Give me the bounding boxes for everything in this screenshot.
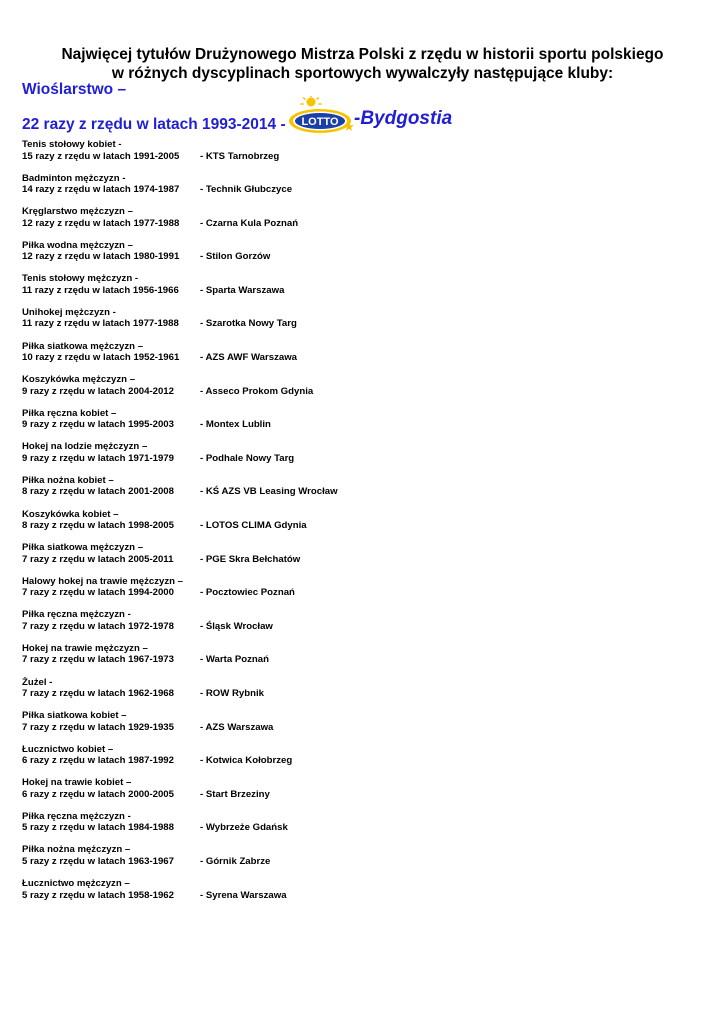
sport-name: Piłka nożna mężczyzn –	[22, 844, 131, 856]
club-name: - Wybrzeże Gdańsk	[200, 822, 288, 834]
club-name: - Podhale Nowy Targ	[200, 452, 295, 464]
record-span: 7 razy z rzędu w latach 1929-1935	[22, 721, 174, 733]
sport-name: Hokej na trawie kobiet –	[22, 777, 132, 789]
club-name: - Asseco Prokom Gdynia	[200, 385, 314, 397]
club-name: - Czarna Kula Poznań	[200, 217, 299, 229]
list-item	[22, 542, 702, 576]
club-name: - Śląsk Wrocław	[200, 620, 273, 632]
sport-name: Halowy hokej na trawie mężczyzn –	[22, 575, 184, 587]
record-span: 9 razy z rzędu w latach 1971-1979	[22, 452, 174, 464]
list-item	[22, 173, 702, 207]
sport-heading: Wioślarstwo –	[22, 81, 127, 98]
sport-name: Hokej na lodzie mężczyzn –	[22, 441, 148, 453]
club-name: - Pocztowiec Poznań	[200, 587, 295, 599]
list-item	[22, 240, 702, 274]
sport-name: Koszykówka kobiet –	[22, 508, 119, 520]
list-item	[22, 139, 702, 173]
title-line-1: Najwięcej tytułów Drużynowego Mistrza Polski z rzędu w historii sportu polskiego	[61, 46, 664, 63]
club-name: - Warta Poznań	[200, 654, 269, 666]
list-item	[22, 441, 702, 475]
document-title	[0, 45, 725, 83]
list-item	[22, 374, 702, 408]
club-bydgostia: -Bydgostia	[354, 108, 453, 129]
sport-name: Łucznictwo mężczyzn –	[22, 878, 130, 890]
record-heading: 22 razy z rzędu w latach 1993-2014 -	[22, 116, 286, 133]
record-span: 12 razy z rzędu w latach 1977-1988	[22, 217, 180, 229]
list-item	[22, 744, 702, 778]
record-span: 9 razy z rzędu w latach 1995-2003	[22, 419, 174, 431]
list-item	[22, 273, 702, 307]
record-span: 6 razy z rzędu w latach 1987-1992	[22, 755, 174, 767]
lotto-logo	[287, 96, 357, 136]
club-name: - AZS AWF Warszawa	[200, 352, 298, 364]
record-span: 7 razy z rzędu w latach 1972-1978	[22, 620, 174, 632]
list-item	[22, 475, 702, 509]
sport-name: Unihokej mężczyzn -	[22, 306, 116, 318]
list-item	[22, 710, 702, 744]
record-span: 6 razy z rzędu w latach 2000-2005	[22, 788, 174, 800]
sport-name: Piłka ręczna mężczyzn -	[22, 609, 131, 621]
record-span: 7 razy z rzędu w latach 1962-1968	[22, 688, 174, 699]
records-list	[22, 139, 702, 912]
club-name: - LOTOS CLIMA Gdynia	[200, 520, 307, 532]
record-span: 15 razy z rzędu w latach 1991-2005	[22, 150, 180, 162]
sport-name: Łucznictwo kobiet –	[22, 743, 114, 755]
club-name: - Technik Głubczyce	[200, 184, 293, 196]
record-span: 5 razy z rzędu w latach 1984-1988	[22, 822, 174, 834]
club-name: - PGE Skra Bełchatów	[200, 553, 301, 565]
list-item	[22, 878, 702, 912]
record-span: 10 razy z rzędu w latach 1952-1961	[22, 352, 180, 364]
club-name: - Szarotka Nowy Targ	[200, 318, 297, 330]
record-span: 12 razy z rzędu w latach 1980-1991	[22, 251, 180, 263]
logo-text: LOTTO	[301, 116, 339, 128]
club-name: - AZS Warszawa	[200, 721, 274, 733]
title-line-2: w różnych dyscyplinach sportowych wywalczyły następujące kluby:	[111, 65, 614, 82]
list-item	[22, 811, 702, 845]
sport-name: Piłka nożna kobiet –	[22, 474, 114, 486]
sport-name: Piłka siatkowa mężczyzn –	[22, 340, 144, 352]
list-item	[22, 643, 702, 677]
list-item	[22, 677, 702, 711]
list-item	[22, 777, 702, 811]
record-span: 8 razy z rzędu w latach 1998-2005	[22, 520, 174, 532]
list-item	[22, 576, 702, 610]
sport-name: Piłka wodna mężczyzn –	[22, 239, 133, 251]
record-span: 7 razy z rzędu w latach 2005-2011	[22, 553, 174, 565]
club-name: - Syrena Warszawa	[200, 889, 287, 901]
record-span: 14 razy z rzędu w latach 1974-1987	[22, 184, 180, 196]
list-item	[22, 341, 702, 375]
record-span: 7 razy z rzędu w latach 1994-2000	[22, 587, 174, 599]
list-item	[22, 408, 702, 442]
record-span: 9 razy z rzędu w latach 2004-2012	[22, 385, 174, 397]
sport-name: Piłka ręczna kobiet –	[22, 407, 117, 419]
club-name: - KTS Tarnobrzeg	[200, 150, 280, 162]
sport-name: Hokej na trawie mężczyzn –	[22, 642, 148, 654]
list-item	[22, 844, 702, 878]
list-item	[22, 307, 702, 341]
club-name: - Sparta Warszawa	[200, 284, 285, 296]
record-span: 11 razy z rzędu w latach 1977-1988	[22, 318, 179, 330]
sport-name: Kręglarstwo mężczyzn –	[22, 206, 133, 218]
club-name: - Górnik Zabrze	[200, 855, 271, 867]
record-span: 11 razy z rzędu w latach 1956-1966	[22, 284, 179, 296]
club-name: - Start Brzeziny	[200, 788, 270, 800]
list-item	[22, 509, 702, 543]
record-span: 5 razy z rzędu w latach 1963-1967	[22, 855, 174, 867]
club-name: - Stilon Gorzów	[200, 251, 271, 263]
club-name: - Montex Lublin	[200, 419, 271, 431]
record-span: 8 razy z rzędu w latach 2001-2008	[22, 486, 174, 498]
sport-name: Piłka ręczna mężczyzn -	[22, 810, 131, 822]
club-name: - Kotwica Kołobrzeg	[200, 755, 293, 767]
sport-name: Piłka siatkowa mężczyzn –	[22, 542, 144, 554]
sport-name: Badminton mężczyzn -	[22, 172, 126, 184]
record-span: 7 razy z rzędu w latach 1967-1973	[22, 654, 174, 666]
list-item	[22, 609, 702, 643]
sport-name: Tenis stołowy kobiet -	[22, 139, 122, 150]
record-span: 5 razy z rzędu w latach 1958-1962	[22, 889, 174, 901]
sport-name: Piłka siatkowa kobiet –	[22, 710, 127, 722]
club-name: - ROW Rybnik	[200, 688, 264, 699]
sport-name: Żużel -	[22, 676, 53, 688]
list-item	[22, 206, 702, 240]
club-name: - KŚ AZS VB Leasing Wrocław	[200, 486, 338, 498]
sun-rays-icon	[301, 96, 321, 107]
sport-name: Tenis stołowy mężczyzn -	[22, 273, 139, 285]
sport-name: Koszykówka mężczyzn –	[22, 374, 136, 386]
